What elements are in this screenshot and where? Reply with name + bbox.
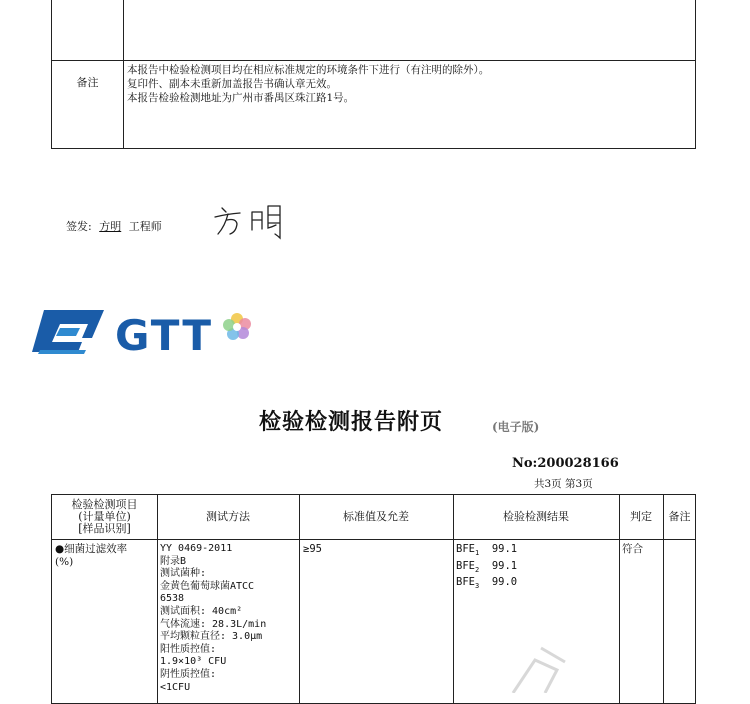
header-method: 测试方法 bbox=[206, 510, 250, 523]
watermark-stamp-icon bbox=[505, 640, 575, 693]
signoff-name: 方明 bbox=[99, 220, 122, 233]
header-judge: 判定 bbox=[630, 510, 652, 523]
cell-item: ●细菌过滤效率 (%) bbox=[55, 543, 128, 568]
page-info: 共3页 第3页 bbox=[534, 478, 593, 490]
result-line: $BFE_1$ 99.1 bbox=[456, 543, 518, 558]
gtt-logo-icon bbox=[30, 308, 106, 356]
signoff-role: 工程师 bbox=[128, 220, 162, 233]
header-result: 检验检测结果 bbox=[503, 510, 569, 523]
handwritten-signature bbox=[212, 200, 287, 242]
remarks-table-empty-row bbox=[52, 0, 695, 61]
report-title: 检验检测报告附页 bbox=[259, 409, 444, 435]
cell-method: YY 0469-2011 附录B 测试菌种: 金黄色葡萄球菌ATCC 6538 测试面积: 40cm² 气体流速: 28.3L/min 平均颗粒直径: 3.0μm 阳性质控值: 1.9×10³ CFU 阴性质控值: <1CFU bbox=[160, 543, 267, 693]
logo-text: GTT bbox=[115, 311, 213, 360]
report-edition: (电子版) bbox=[492, 420, 540, 434]
header-item: 检验检测项目 (计量单位) [样品识别] bbox=[71, 498, 138, 535]
remarks-table bbox=[51, 0, 696, 149]
cell-results bbox=[456, 543, 517, 593]
cell-standard: ≥95 bbox=[303, 543, 322, 555]
remarks-line: 复印件、副本未重新加盖报告书确认章无效。 bbox=[127, 78, 337, 90]
header-note: 备注 bbox=[668, 510, 691, 523]
flower-logo-icon bbox=[222, 312, 252, 342]
signoff-line bbox=[66, 218, 162, 234]
cell-judge: 符合 bbox=[622, 543, 643, 555]
signoff-prefix: 签发: bbox=[66, 220, 92, 233]
remarks-label: 备注 bbox=[76, 76, 99, 89]
remarks-text bbox=[127, 63, 489, 105]
remarks-line: 本报告中检验检测项目均在相应标准规定的环境条件下进行（有注明的除外）。 bbox=[127, 64, 490, 76]
report-number: No:200028166 bbox=[512, 456, 619, 471]
remarks-line: 本报告检验检测地址为广州市番禺区珠江路1号。 bbox=[127, 92, 355, 104]
results-table bbox=[51, 494, 696, 704]
result-line: $BFE_2$ 99.1 bbox=[456, 559, 518, 574]
header-standard: 标准值及允差 bbox=[343, 510, 409, 523]
result-line: $BFE_3$ 99.0 bbox=[456, 576, 518, 591]
